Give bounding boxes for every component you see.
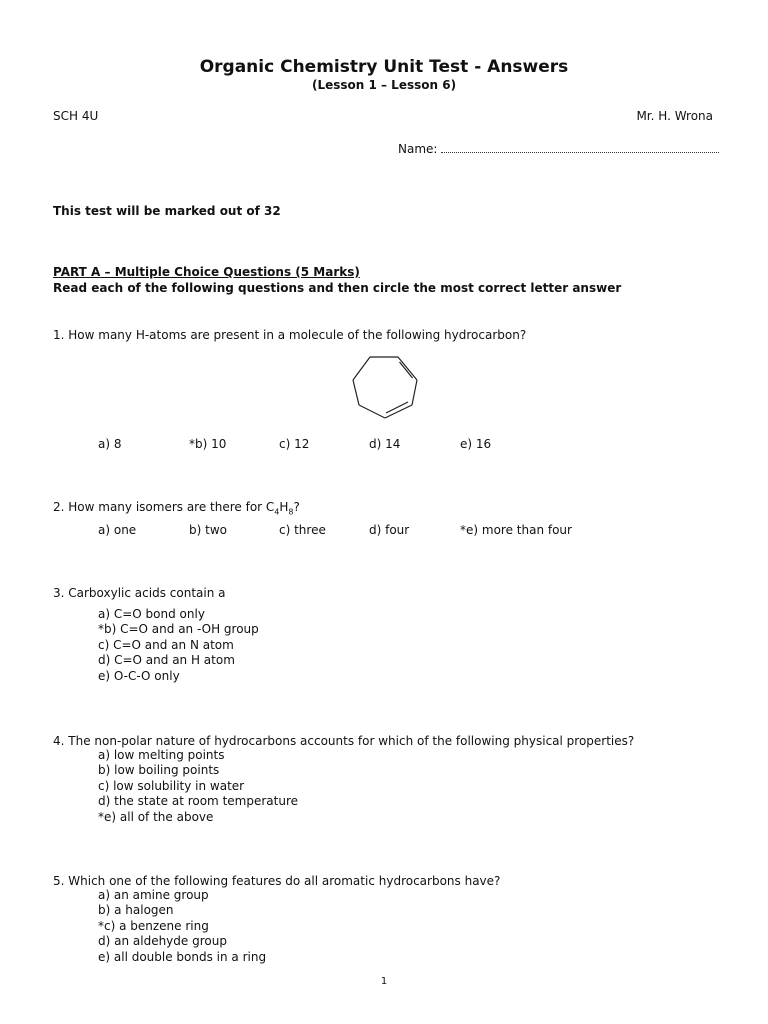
question-5-text: 5. Which one of the following features do all aromatic hydrocarbons have? <box>53 874 501 888</box>
q2-option-d[interactable]: d) four <box>369 523 410 537</box>
teacher-name: Mr. H. Wrona <box>636 109 713 123</box>
q2-option-b[interactable]: b) two <box>189 523 227 537</box>
course-code: SCH 4U <box>53 109 99 123</box>
question-2-text <box>53 500 300 516</box>
q2-text-suffix: ? <box>293 500 300 514</box>
q1-option-a[interactable]: a) 8 <box>98 437 122 451</box>
q5-option-c[interactable]: *c) a benzene ring <box>98 918 209 933</box>
q2-option-c[interactable]: c) three <box>279 523 326 537</box>
q4-option-a[interactable]: a) low melting points <box>98 748 225 762</box>
q5-option-d[interactable]: d) an aldehyde group <box>98 934 227 949</box>
question-3-text: 3. Carboxylic acids contain a <box>53 586 226 600</box>
q1-option-c[interactable]: c) 12 <box>279 437 310 451</box>
q3-option-c[interactable]: c) C=O and an N atom <box>98 637 234 652</box>
q3-option-b[interactable]: *b) C=O and an -OH group <box>98 622 259 637</box>
part-a-heading-label: PART A <box>53 265 101 279</box>
q4-option-b[interactable]: b) low boiling points <box>98 763 220 778</box>
cycloheptadiene-structure <box>345 350 425 424</box>
q5-option-b[interactable]: b) a halogen <box>98 903 174 918</box>
q3-option-e[interactable]: e) O-C-O only <box>98 668 180 683</box>
name-blank-line <box>441 140 719 153</box>
q2-subscript-1: 4 <box>274 507 280 517</box>
q4-options <box>98 748 298 825</box>
marked-out-of: This test will be marked out of 32 <box>53 204 281 218</box>
q4-option-d[interactable]: d) the state at room temperature <box>98 794 298 809</box>
q5-option-a[interactable]: a) an amine group <box>98 888 209 902</box>
question-4-text: 4. The non-polar nature of hydrocarbons accounts for which of the following physical properties? <box>53 734 635 748</box>
page-number: 1 <box>380 976 388 987</box>
q2-subscript-2: 8 <box>288 507 294 517</box>
q1-option-b[interactable]: *b) 10 <box>189 437 227 451</box>
part-a-heading <box>53 265 360 279</box>
q2-text-prefix: 2. How many isomers are there for C <box>53 500 275 514</box>
q3-options <box>98 607 259 684</box>
q1-option-d[interactable]: d) 14 <box>369 437 401 451</box>
q1-option-e[interactable]: e) 16 <box>460 437 492 451</box>
q2-option-e[interactable]: *e) more than four <box>460 523 572 537</box>
part-a-heading-rest: – Multiple Choice Questions (5 Marks) <box>100 265 360 279</box>
name-label: Name: <box>398 142 438 156</box>
q3-option-a[interactable]: a) C=O bond only <box>98 607 205 621</box>
page-title: Organic Chemistry Unit Test - Answers <box>199 57 569 77</box>
page-subtitle: (Lesson 1 – Lesson 6) <box>311 78 457 92</box>
q5-option-e[interactable]: e) all double bonds in a ring <box>98 949 267 964</box>
q2-text-mid: H <box>279 500 289 514</box>
name-field <box>398 140 719 156</box>
q2-option-a[interactable]: a) one <box>98 523 137 537</box>
q3-option-d[interactable]: d) C=O and an H atom <box>98 653 235 668</box>
q4-option-c[interactable]: c) low solubility in water <box>98 778 245 793</box>
question-1-text: 1. How many H-atoms are present in a molecule of the following hydrocarbon? <box>53 328 527 342</box>
q5-options <box>98 888 266 965</box>
q4-option-e[interactable]: *e) all of the above <box>98 809 214 824</box>
part-a-instructions: Read each of the following questions and then circle the most correct letter answer <box>53 281 622 295</box>
